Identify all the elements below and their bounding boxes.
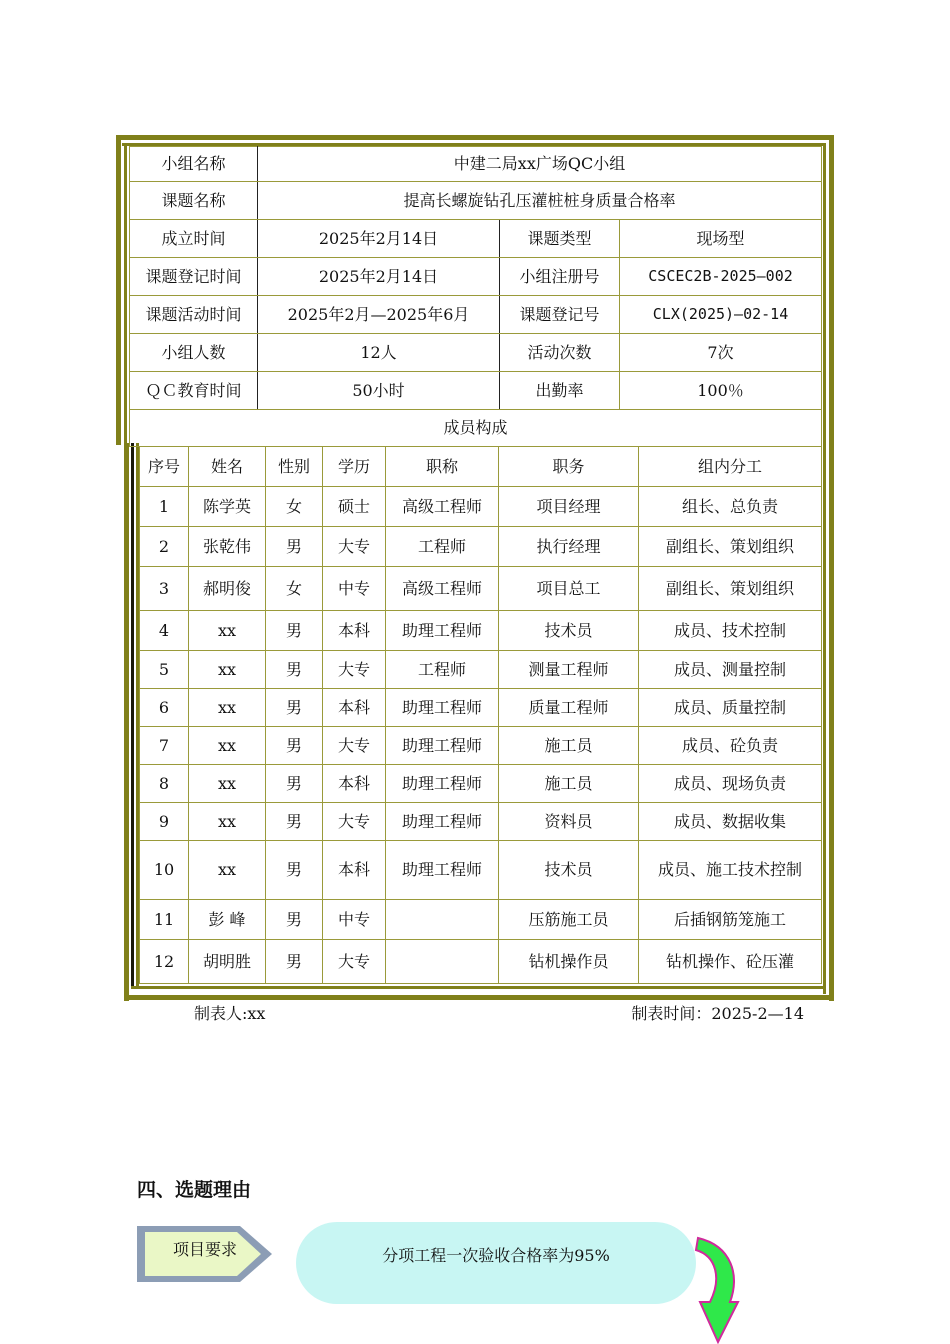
cell-duty: 成员、技术控制 (639, 611, 822, 651)
cell-title: 助理工程师 (386, 803, 499, 841)
border-right-inner (823, 143, 826, 994)
cell-name: xx (189, 727, 266, 765)
cell-duty: 成员、砼负责 (639, 727, 822, 765)
cell-index: 9 (140, 803, 189, 841)
border-bottom-outer (124, 995, 834, 1000)
cell-duty: 副组长、策划组织 (639, 527, 822, 567)
cell-gender: 男 (266, 651, 323, 689)
cell-position: 技术员 (499, 611, 639, 651)
header-cell: 性别 (266, 447, 323, 487)
cell-duty: 组长、总负责 (639, 487, 822, 527)
cell-duty: 钻机操作、砼压灌 (639, 940, 822, 984)
cell-title (386, 900, 499, 940)
info-label: 小组人数 (130, 334, 258, 372)
cell-name: xx (189, 765, 266, 803)
info-value: 2025年2月14日 (258, 220, 500, 258)
header-cell: 组内分工 (639, 447, 822, 487)
cell-education: 本科 (323, 689, 386, 727)
header-cell: 职称 (386, 447, 499, 487)
cell-education: 大专 (323, 803, 386, 841)
cell-name: xx (189, 841, 266, 900)
section-title: 四、选题理由 (137, 1179, 252, 1201)
cell-position: 质量工程师 (499, 689, 639, 727)
info-label: 课题登记号 (500, 296, 620, 334)
cell-education: 大专 (323, 527, 386, 567)
border-right-outer (829, 135, 834, 1001)
cell-education: 本科 (323, 765, 386, 803)
cell-title: 助理工程师 (386, 727, 499, 765)
cell-education: 大专 (323, 651, 386, 689)
info-label: 课题登记时间 (130, 258, 258, 296)
cell-name: 张乾伟 (189, 527, 266, 567)
cell-gender: 男 (266, 803, 323, 841)
cell-education: 本科 (323, 611, 386, 651)
info-label: 小组注册号 (500, 258, 620, 296)
cell-position: 钻机操作员 (499, 940, 639, 984)
cell-title: 助理工程师 (386, 689, 499, 727)
topic-name-label: 课题名称 (130, 182, 258, 220)
cell-index: 3 (140, 567, 189, 611)
cell-education: 中专 (323, 900, 386, 940)
cell-title: 助理工程师 (386, 611, 499, 651)
table-row (140, 803, 822, 841)
cell-position: 测量工程师 (499, 651, 639, 689)
cell-position: 资料员 (499, 803, 639, 841)
cell-name: xx (189, 651, 266, 689)
table-row (140, 727, 822, 765)
cell-name: xx (189, 803, 266, 841)
cell-gender: 男 (266, 940, 323, 984)
tag-label: 项目要求 (172, 1240, 237, 1259)
info-value: 50小时 (258, 372, 500, 410)
curved-arrow-icon (692, 1236, 748, 1344)
cell-education: 硕士 (323, 487, 386, 527)
info-value: 2025年2月14日 (258, 258, 500, 296)
cell-index: 12 (140, 940, 189, 984)
cell-position: 施工员 (499, 727, 639, 765)
table-row (140, 611, 822, 651)
border-left-inner-top (124, 143, 127, 443)
cell-position: 技术员 (499, 841, 639, 900)
cell-title: 助理工程师 (386, 765, 499, 803)
cell-gender: 女 (266, 487, 323, 527)
table-row (140, 841, 822, 900)
cell-title: 助理工程师 (386, 841, 499, 900)
table-row (140, 487, 822, 527)
cell-name: 胡明胜 (189, 940, 266, 984)
info-value: 12人 (258, 334, 500, 372)
cell-gender: 男 (266, 765, 323, 803)
cell-duty: 成员、测量控制 (639, 651, 822, 689)
border-left-outer-bottom (124, 443, 129, 1001)
info-value: 2025年2月—2025年6月 (258, 296, 500, 334)
cell-duty: 成员、施工技术控制 (639, 841, 822, 900)
cell-duty: 后插钢筋笼施工 (639, 900, 822, 940)
cell-gender: 男 (266, 841, 323, 900)
header-cell: 序号 (140, 447, 189, 487)
cell-title: 工程师 (386, 651, 499, 689)
group-name-label: 小组名称 (130, 147, 258, 182)
header-cell: 姓名 (189, 447, 266, 487)
border-left-dark-bottom (131, 443, 134, 988)
info-label: 成立时间 (130, 220, 258, 258)
cell-gender: 男 (266, 611, 323, 651)
cell-index: 8 (140, 765, 189, 803)
cell-position: 项目经理 (499, 487, 639, 527)
cell-title: 高级工程师 (386, 487, 499, 527)
cell-gender: 男 (266, 900, 323, 940)
cell-education: 中专 (323, 567, 386, 611)
info-value: 现场型 (620, 220, 822, 258)
cell-index: 2 (140, 527, 189, 567)
border-bottom-inner (131, 986, 826, 989)
table-maker: 制表人:xx (194, 1004, 266, 1023)
cell-name: 陈学英 (189, 487, 266, 527)
cell-education: 大专 (323, 940, 386, 984)
cell-position: 施工员 (499, 765, 639, 803)
info-label: 活动次数 (500, 334, 620, 372)
cell-gender: 男 (266, 689, 323, 727)
cell-position: 执行经理 (499, 527, 639, 567)
cell-position: 项目总工 (499, 567, 639, 611)
cell-index: 7 (140, 727, 189, 765)
border-top-outer (116, 135, 834, 140)
info-label: 课题类型 (500, 220, 620, 258)
cell-index: 10 (140, 841, 189, 900)
cell-index: 6 (140, 689, 189, 727)
info-value: 7次 (620, 334, 822, 372)
member-table-header (140, 447, 822, 487)
cell-education: 本科 (323, 841, 386, 900)
cell-gender: 男 (266, 727, 323, 765)
cell-name: 郝明俊 (189, 567, 266, 611)
border-left-outer-top (116, 135, 121, 445)
cell-index: 1 (140, 487, 189, 527)
members-heading: 成员构成 (130, 410, 822, 447)
requirement-text: 分项工程一次验收合格率为95% (382, 1246, 610, 1265)
cell-title: 高级工程师 (386, 567, 499, 611)
member-table (139, 446, 822, 984)
topic-name-value: 提高长螺旋钻孔压灌桩桩身质量合格率 (258, 182, 822, 220)
cell-index: 11 (140, 900, 189, 940)
cell-name: xx (189, 689, 266, 727)
table-row (140, 900, 822, 940)
cell-duty: 副组长、策划组织 (639, 567, 822, 611)
info-value: CLX(2025)—02-14 (620, 296, 822, 334)
info-table (129, 146, 822, 447)
table-date: 制表时间：2025-2—14 (631, 1004, 804, 1023)
cell-duty: 成员、现场负责 (639, 765, 822, 803)
cell-duty: 成员、质量控制 (639, 689, 822, 727)
header-cell: 职务 (499, 447, 639, 487)
table-row (140, 689, 822, 727)
cell-title (386, 940, 499, 984)
cell-index: 5 (140, 651, 189, 689)
cell-position: 压筋施工员 (499, 900, 639, 940)
table-row (140, 651, 822, 689)
cell-gender: 男 (266, 527, 323, 567)
cell-gender: 女 (266, 567, 323, 611)
info-label: ＱＣ教育时间 (130, 372, 258, 410)
info-label: 出勤率 (500, 372, 620, 410)
table-row (140, 765, 822, 803)
info-value: 100％ (620, 372, 822, 410)
table-row (140, 567, 822, 611)
info-value: CSCEC2B-2025—002 (620, 258, 822, 296)
cell-education: 大专 (323, 727, 386, 765)
cell-name: 彭 峰 (189, 900, 266, 940)
cell-title: 工程师 (386, 527, 499, 567)
group-name-value: 中建二局xx广场QC小组 (258, 147, 822, 182)
cell-duty: 成员、数据收集 (639, 803, 822, 841)
table-row (140, 940, 822, 984)
table-row (140, 527, 822, 567)
cell-index: 4 (140, 611, 189, 651)
info-label: 课题活动时间 (130, 296, 258, 334)
cell-name: xx (189, 611, 266, 651)
header-cell: 学历 (323, 447, 386, 487)
